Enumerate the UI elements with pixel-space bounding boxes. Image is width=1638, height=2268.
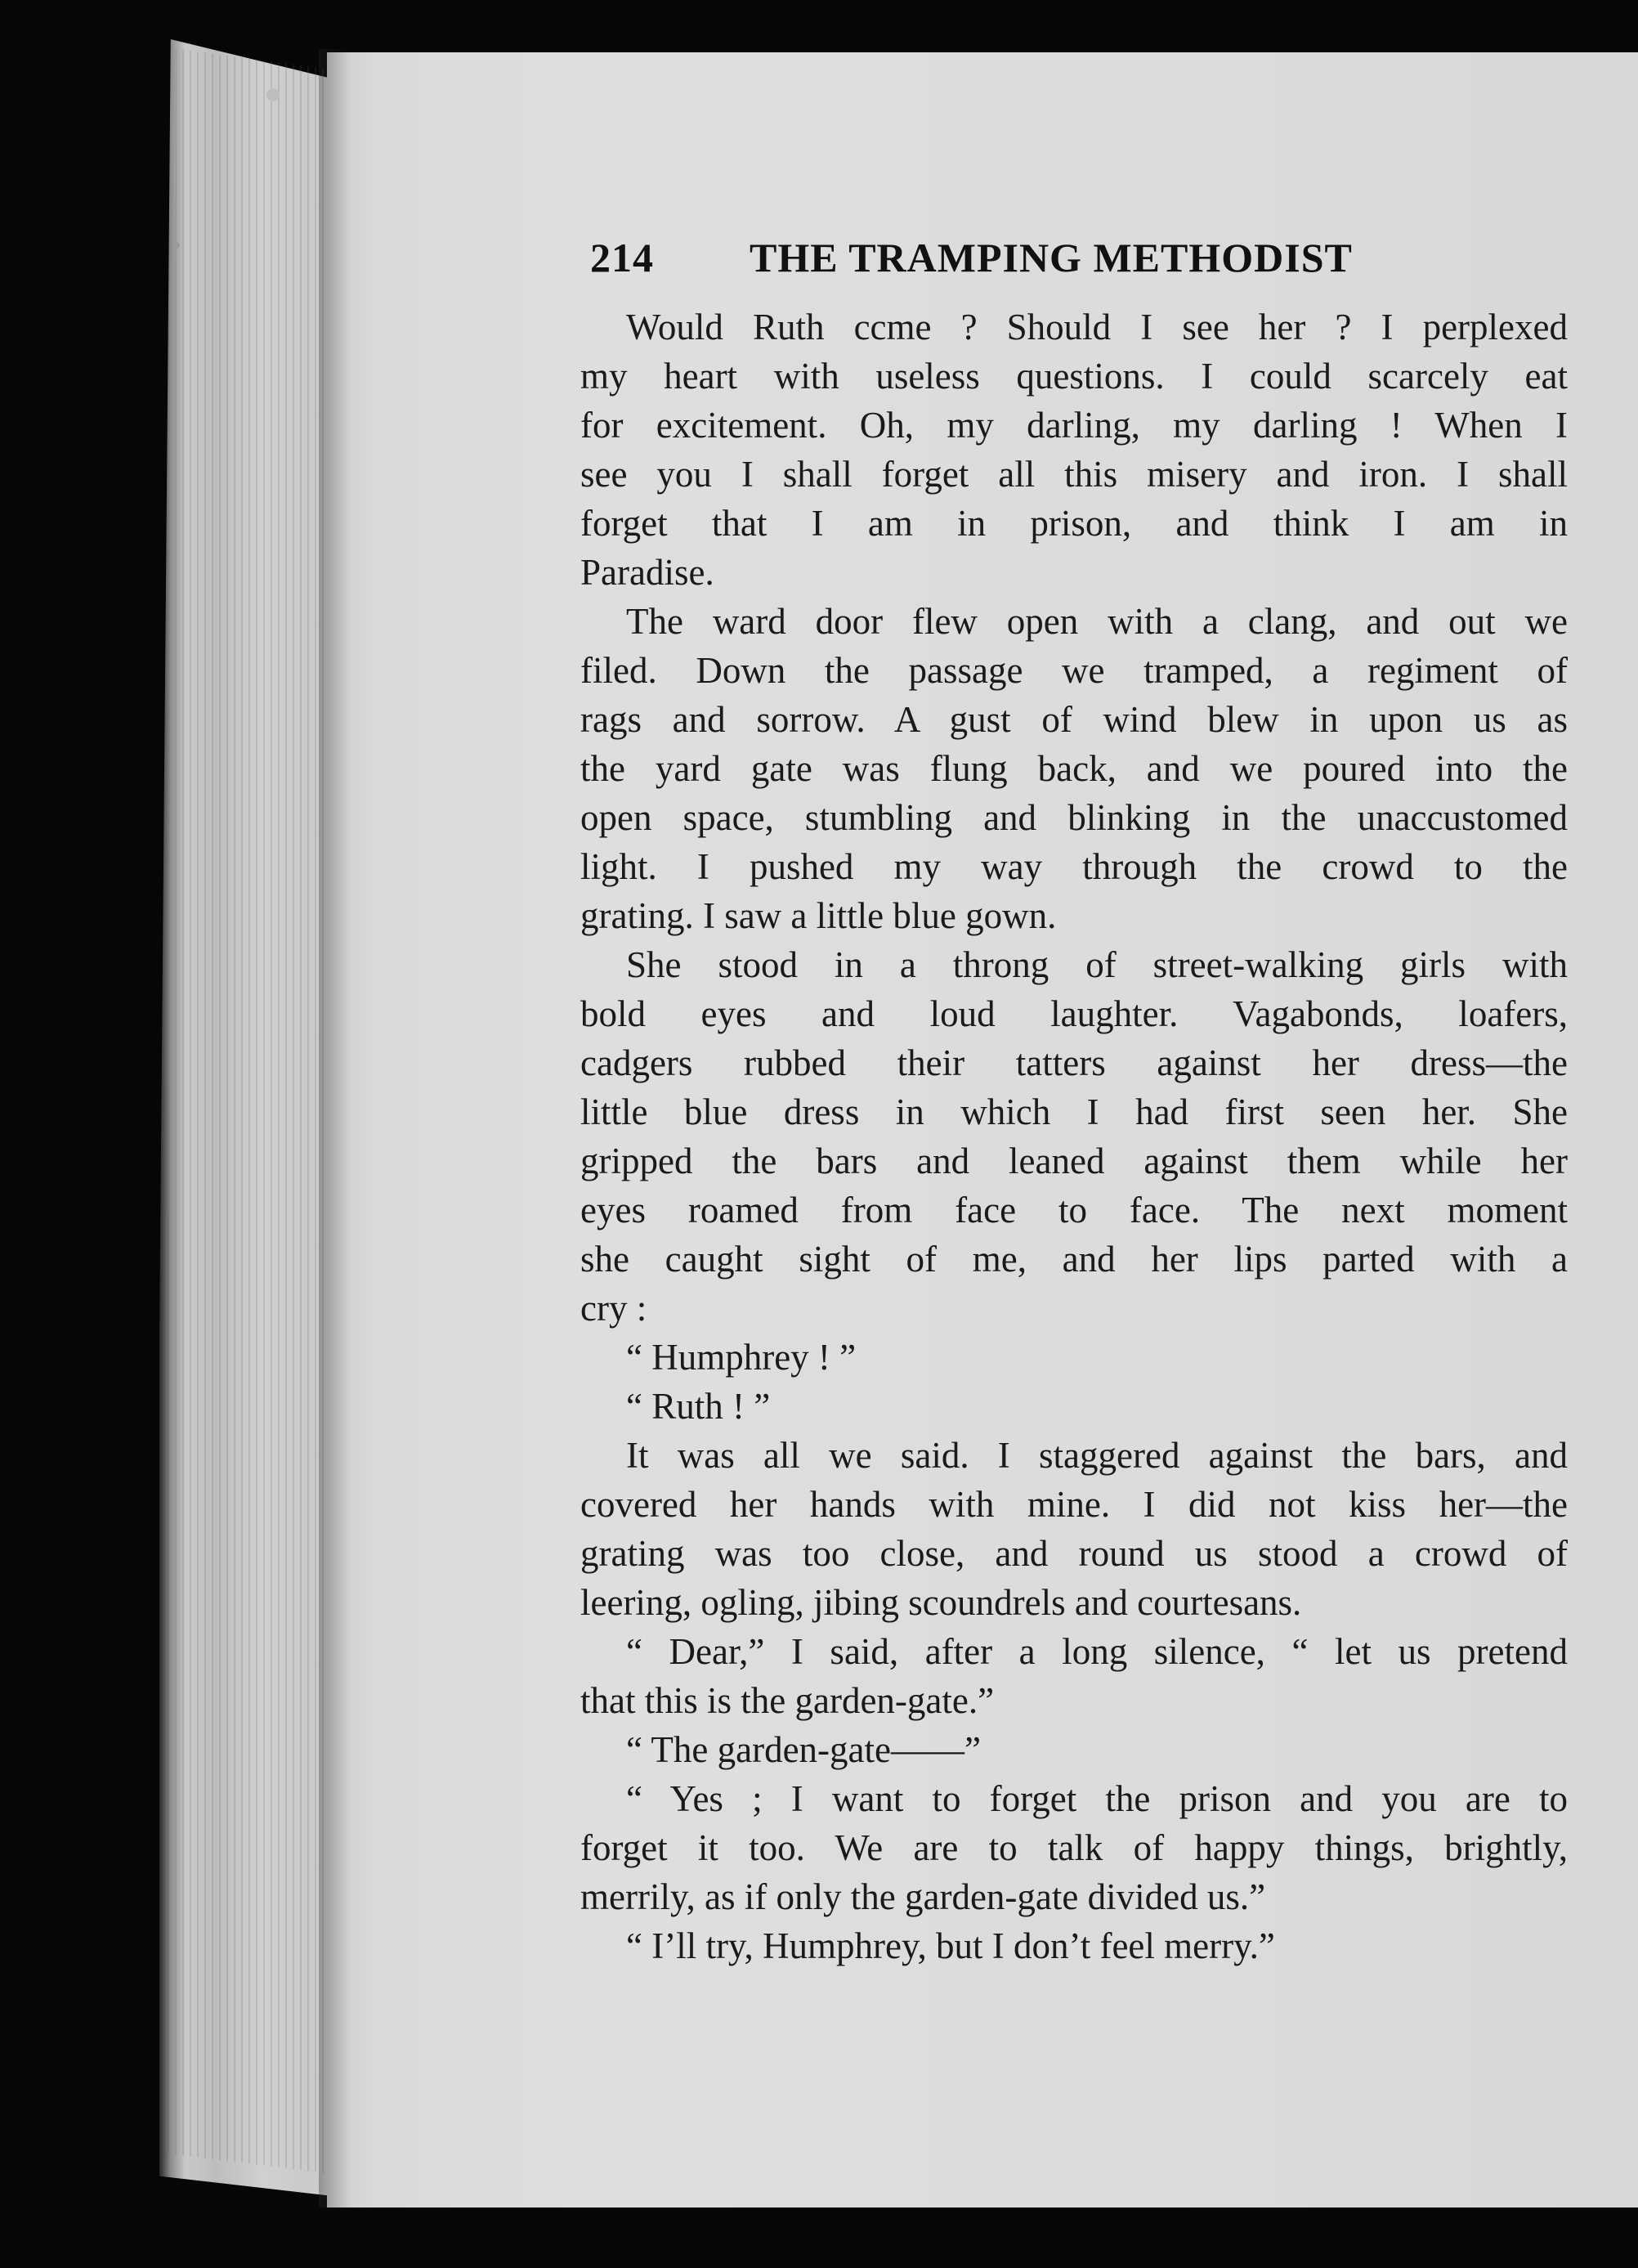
- text-line: filed. Down the passage we tramped, a regiment of: [580, 650, 1568, 691]
- text-line: gripped the bars and leaned against them while her: [580, 1141, 1568, 1181]
- text-line: rags and sorrow. A gust of wind blew in upon us as: [580, 699, 1568, 740]
- text-line: cadgers rubbed their tatters against her dress—the: [580, 1042, 1568, 1083]
- paragraph: [580, 1627, 1568, 1725]
- text-line: grating was too close, and round us stood a crowd of: [580, 1533, 1568, 1574]
- text-line: Paradise.: [580, 552, 714, 593]
- text-line: covered her hands with mine. I did not kiss her—the: [580, 1484, 1568, 1525]
- text-line: cry :: [580, 1288, 647, 1329]
- text-line: bold eyes and loud laughter. Vagabonds, loafers,: [580, 993, 1568, 1034]
- text-line: little blue dress in which I had first seen her. She: [580, 1091, 1568, 1132]
- text-line: “ Dear,” I said, after a long silence, “ let us pretend: [626, 1631, 1568, 1672]
- page-speck: [266, 88, 280, 101]
- paragraph: [580, 1382, 1568, 1431]
- book-title: THE TRAMPING METHODIST: [750, 235, 1353, 280]
- paragraph: [580, 1333, 1568, 1382]
- text-line: “ Humphrey ! ”: [626, 1337, 857, 1378]
- text-line: for excitement. Oh, my darling, my darling ! When I: [580, 405, 1568, 446]
- text-line: It was all we said. I staggered against the bars, and: [626, 1435, 1568, 1476]
- text-line: she caught sight of me, and her lips parted with a: [580, 1239, 1568, 1280]
- page-speck: [173, 242, 180, 249]
- text-line: She stood in a throng of street-walking girls with: [626, 944, 1568, 985]
- text-line: “ Ruth ! ”: [626, 1386, 771, 1427]
- body-text: [580, 303, 1568, 1970]
- text-line: open space, stumbling and blinking in the unaccustomed: [580, 797, 1568, 838]
- text-line: my heart with useless questions. I could scarcely eat: [580, 356, 1568, 397]
- text-line: eyes roamed from face to face. The next moment: [580, 1190, 1568, 1230]
- paragraph: [580, 1725, 1568, 1774]
- text-line: grating. I saw a little blue gown.: [580, 895, 1057, 936]
- text-line: The ward door flew open with a clang, and out we: [626, 601, 1568, 642]
- text-line: the yard gate was flung back, and we poured into the: [580, 748, 1568, 789]
- paragraph: [580, 1774, 1568, 1921]
- text-line: Would Ruth ccme ? Should I see her ? I perplexed: [626, 307, 1568, 347]
- page-stack-edge-lines: [168, 49, 339, 2175]
- text-line: “ I’ll try, Humphrey, but I don’t feel merry.”: [626, 1925, 1275, 1966]
- page-number: 214: [590, 235, 654, 280]
- paragraph: [580, 1921, 1568, 1970]
- text-line: forget that I am in prison, and think I am in: [580, 503, 1568, 544]
- paragraph: [580, 597, 1568, 940]
- text-line: forget it too. We are to talk of happy things, brightly,: [580, 1827, 1568, 1868]
- paragraph: [580, 940, 1568, 1333]
- text-line: that this is the garden-gate.”: [580, 1680, 995, 1721]
- text-line: leering, ogling, jibing scoundrels and courtesans.: [580, 1582, 1302, 1623]
- text-line: “ Yes ; I want to forget the prison and you are to: [626, 1778, 1568, 1819]
- text-line: see you I shall forget all this misery and iron. I shall: [580, 454, 1568, 495]
- text-line: “ The garden-gate——”: [626, 1729, 981, 1770]
- paragraph: [580, 1431, 1568, 1627]
- text-line: merrily, as if only the garden-gate divided us.”: [580, 1876, 1266, 1917]
- running-head: [590, 234, 1416, 283]
- paragraph: [580, 303, 1568, 597]
- gutter-shadow: [319, 49, 351, 2207]
- text-line: light. I pushed my way through the crowd to the: [580, 846, 1568, 887]
